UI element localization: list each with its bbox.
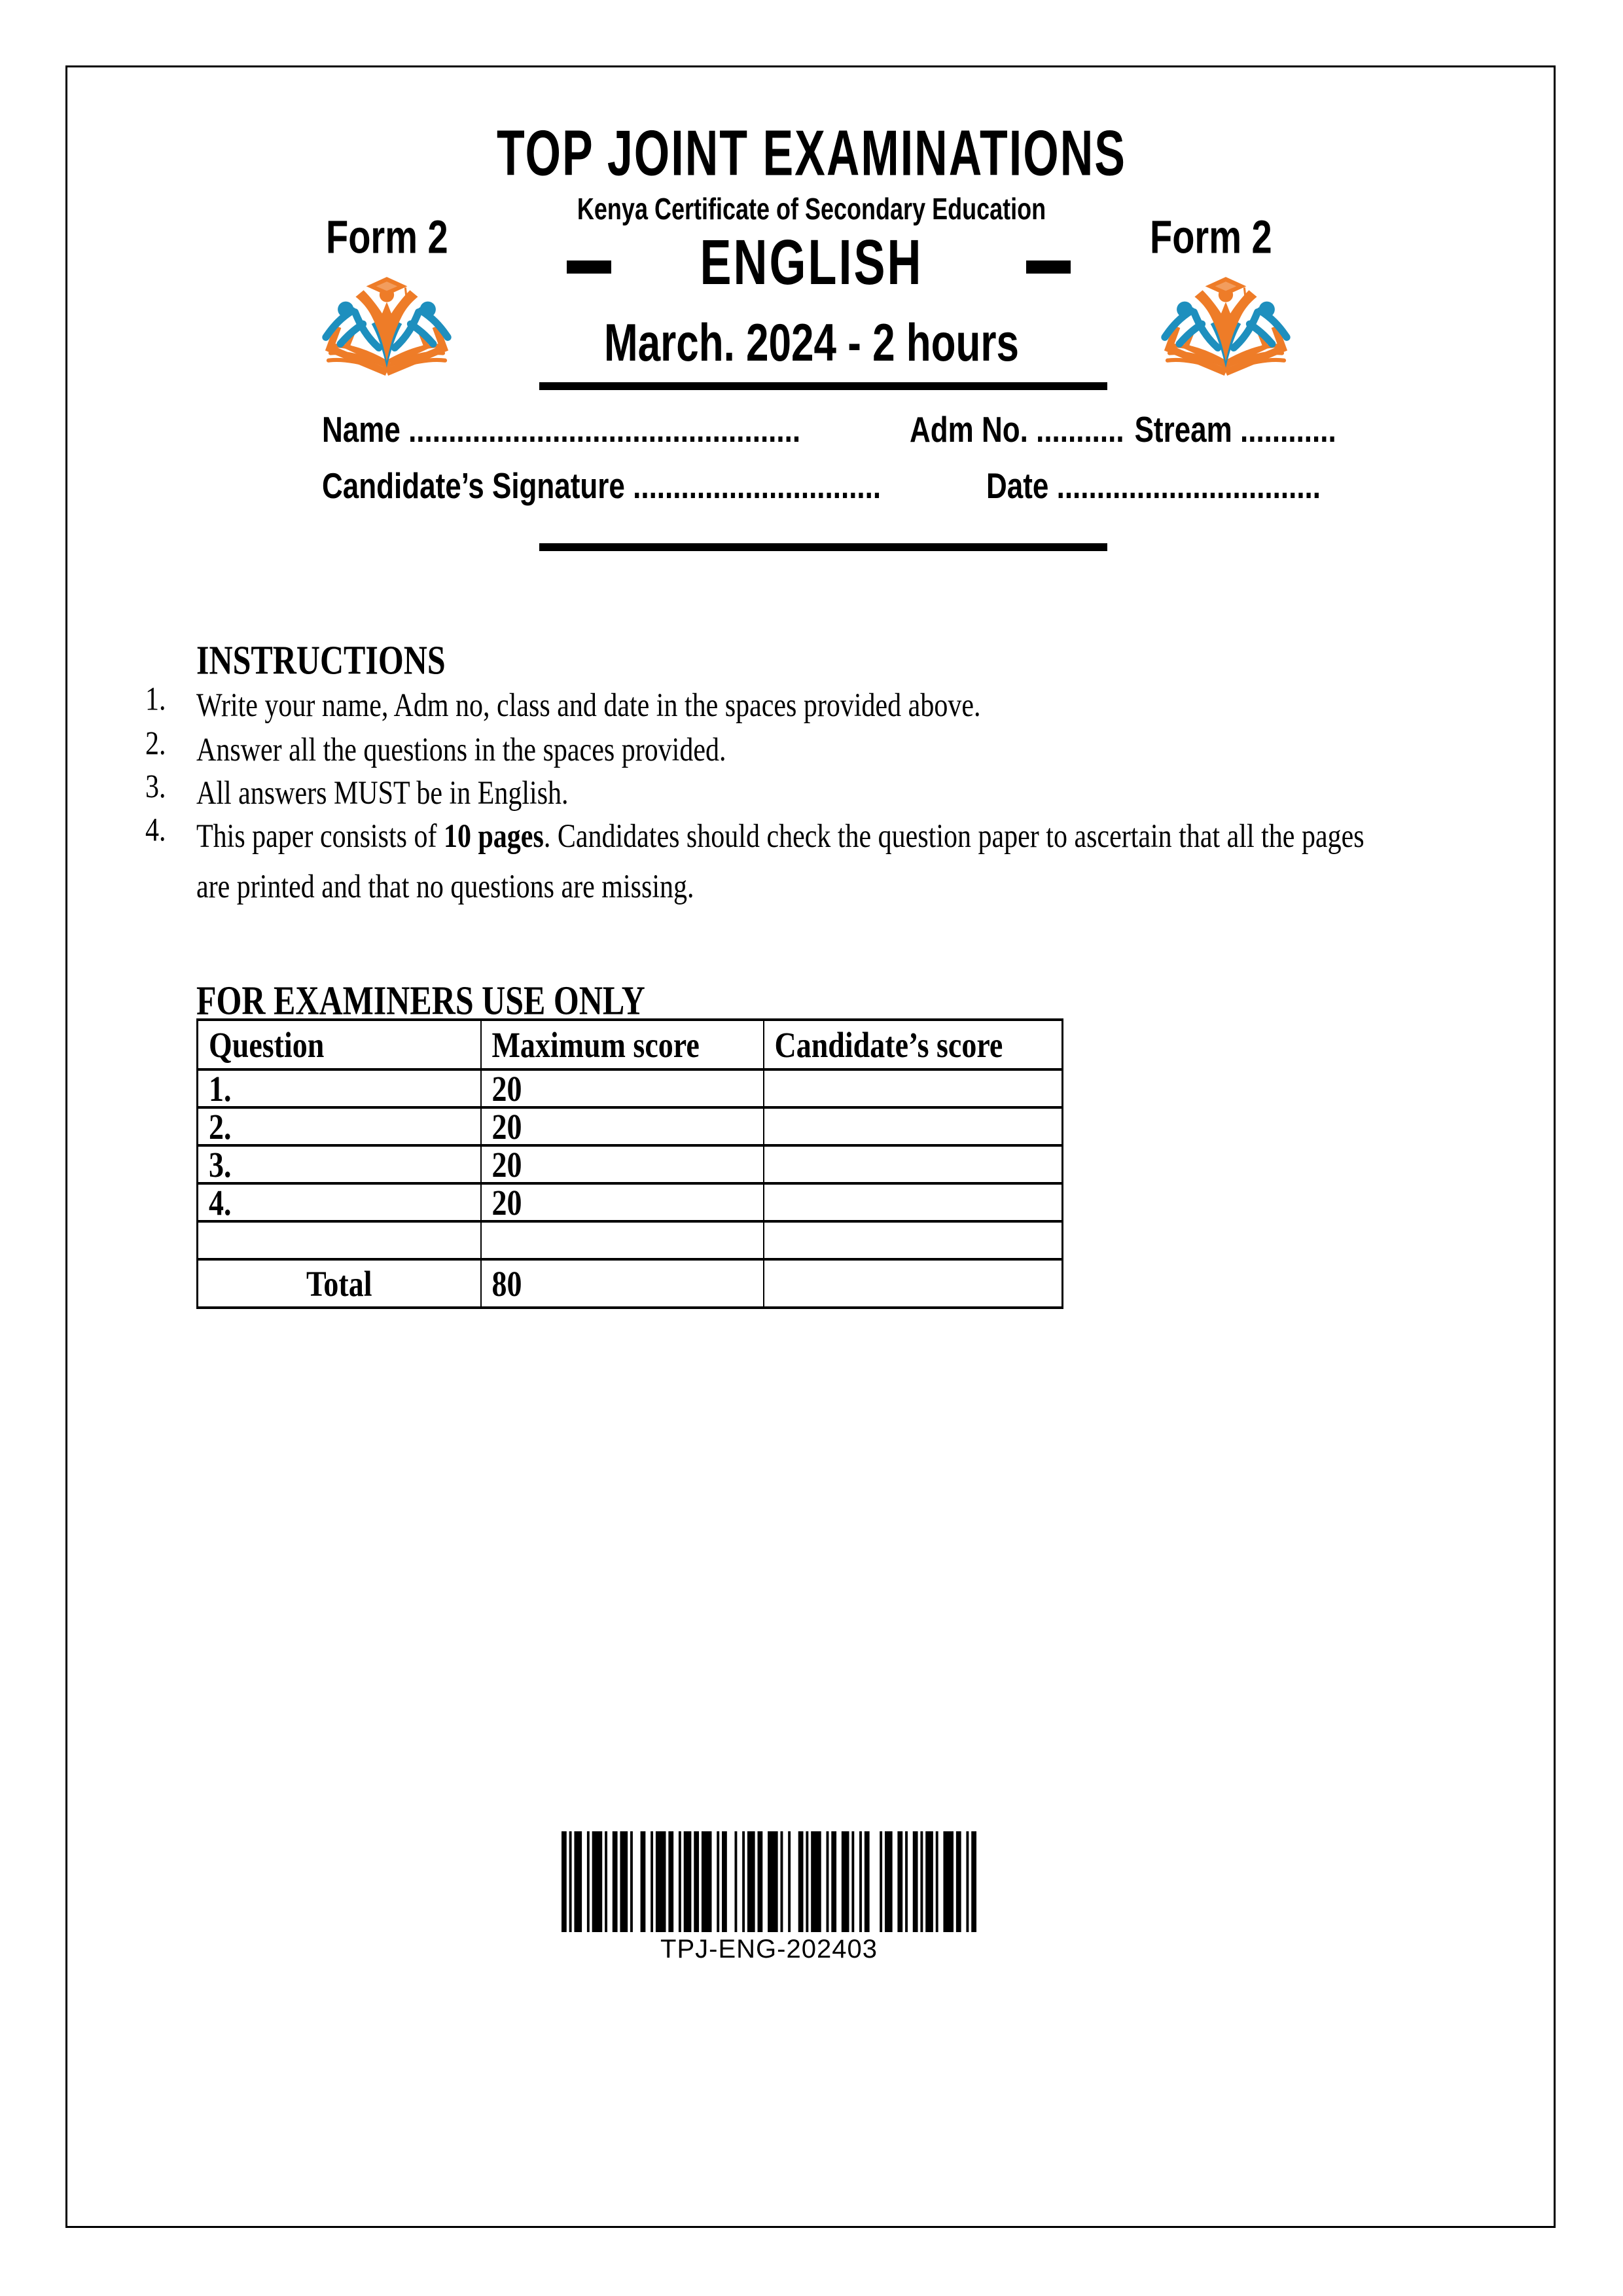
name-field-row xyxy=(322,410,1336,450)
table-cell xyxy=(764,1107,1063,1145)
instruction-item-3 xyxy=(145,768,1400,810)
dash-left xyxy=(567,260,611,274)
table-cell: 20 xyxy=(481,1145,764,1183)
dash-right xyxy=(1026,260,1071,274)
subject-title xyxy=(65,226,1558,298)
table-row xyxy=(198,1069,1063,1107)
divider-rule-bottom xyxy=(539,543,1107,551)
item-text: This paper consists of 10 pages. Candidates should check the question paper to ascertain that all the pages are printed and that no questions are missing. xyxy=(196,818,1364,905)
item-number: 2. xyxy=(145,726,166,762)
table-row xyxy=(198,1107,1063,1145)
table-cell xyxy=(764,1259,1063,1308)
table-cell xyxy=(764,1145,1063,1183)
form-level-right: Form 2 xyxy=(1150,210,1272,263)
divider-rule-top xyxy=(539,382,1107,390)
exam-subtitle xyxy=(65,191,1558,226)
table-cell xyxy=(198,1221,481,1259)
form-level-left: Form 2 xyxy=(326,210,448,263)
table-header-row xyxy=(198,1020,1063,1069)
subject-title-text: ENGLISH xyxy=(700,227,923,298)
table-header-question: Question xyxy=(198,1020,481,1069)
stream-field: Stream ............ xyxy=(1134,410,1336,450)
instructions-heading: INSTRUCTIONS xyxy=(196,637,446,683)
table-cell xyxy=(764,1183,1063,1221)
table-cell: 3. xyxy=(198,1145,481,1183)
examiners-score-table xyxy=(196,1018,1063,1309)
table-cell: 1. xyxy=(198,1069,481,1107)
signature-field-row xyxy=(322,466,1321,507)
instruction-item-1 xyxy=(145,681,1400,723)
item-text: Write your name, Adm no, class and date in the spaces provided above. xyxy=(196,687,981,724)
table-header-candidate-score: Candidate’s score xyxy=(764,1020,1063,1069)
table-cell: 20 xyxy=(481,1183,764,1221)
exam-subtitle-text: Kenya Certificate of Secondary Education xyxy=(577,191,1046,226)
table-header-max-score: Maximum score xyxy=(481,1020,764,1069)
instruction-item-2 xyxy=(145,725,1400,767)
table-cell: 20 xyxy=(481,1069,764,1107)
date-field: Date ................................. xyxy=(986,466,1321,507)
table-row-empty xyxy=(198,1221,1063,1259)
barcode-caption: TPJ-ENG-202403 xyxy=(660,1935,878,1964)
table-cell: 20 xyxy=(481,1107,764,1145)
instruction-item-4 xyxy=(145,812,1400,905)
table-cell xyxy=(764,1069,1063,1107)
adm-no-field: Adm No. ........... xyxy=(910,410,1124,450)
table-cell xyxy=(481,1221,764,1259)
table-cell-total-score: 80 xyxy=(481,1259,764,1308)
item-text: Answer all the questions in the spaces provided. xyxy=(196,732,726,768)
pages-count-bold: 10 pages xyxy=(443,818,544,855)
table-row xyxy=(198,1145,1063,1183)
signature-field: Candidate’s Signature ............................... xyxy=(322,466,882,507)
item-number: 4. xyxy=(145,812,166,849)
exam-board-title xyxy=(65,117,1558,189)
examiners-heading: FOR EXAMINERS USE ONLY xyxy=(196,977,645,1024)
item-number: 3. xyxy=(145,769,166,806)
table-row xyxy=(198,1183,1063,1221)
item-text: All answers MUST be in English. xyxy=(196,775,569,812)
barcode xyxy=(562,1831,976,1932)
exam-board-title-text: TOP JOINT EXAMINATIONS xyxy=(497,117,1126,189)
table-cell: 2. xyxy=(198,1107,481,1145)
item-number: 1. xyxy=(145,681,166,718)
exam-session-text: March. 2024 - 2 hours xyxy=(603,314,1020,372)
table-cell xyxy=(764,1221,1063,1259)
name-field: Name ................................................. xyxy=(322,410,801,450)
table-cell-total-label: Total xyxy=(198,1259,481,1308)
exam-session xyxy=(65,313,1558,372)
table-cell: 4. xyxy=(198,1183,481,1221)
table-row-total xyxy=(198,1259,1063,1308)
